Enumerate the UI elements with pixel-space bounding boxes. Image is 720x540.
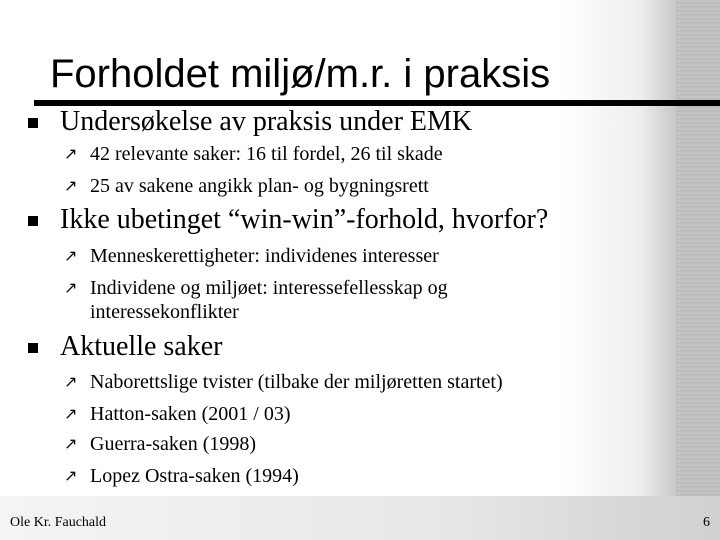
slide-title: Forholdet miljø/m.r. i praksis: [50, 52, 551, 96]
bullet-3-text: Aktuelle saker: [60, 331, 223, 362]
bullet-1-sub-2: 25 av sakene angikk plan- og bygningsrett: [90, 175, 429, 197]
bullet-3-sub-1: Naborettslige tvister (tilbake der miljøretten startet): [90, 371, 503, 393]
arrow-bullet-icon: ↗: [64, 278, 78, 297]
arrow-bullet-icon: ↗: [64, 372, 78, 391]
arrow-bullet-icon: ↗: [64, 246, 78, 265]
bullet-2-text: Ikke ubetinget “win-win”-forhold, hvorfor?: [60, 204, 549, 235]
bullet-1-sub-1: 42 relevante saker: 16 til fordel, 26 til skade: [90, 143, 443, 165]
bullet-3-sub-4: Lopez Ostra-saken (1994): [90, 465, 299, 487]
footer-author: Ole Kr. Fauchald: [10, 515, 107, 530]
bullet-2-sub-1: Menneskerettigheter: individenes interesser: [90, 245, 439, 267]
footer-bar: [0, 496, 720, 540]
arrow-bullet-icon: ↗: [64, 466, 78, 485]
square-bullet-icon: [28, 216, 38, 226]
bullet-3-sub-2: Hatton-saken (2001 / 03): [90, 403, 291, 425]
decorative-side-panel: [676, 0, 720, 540]
arrow-bullet-icon: ↗: [64, 144, 78, 163]
arrow-bullet-icon: ↗: [64, 404, 78, 423]
bullet-2-sub-2-continued: interessekonflikter: [90, 301, 239, 323]
bullet-2-sub-2: Individene og miljøet: interessefellesskap og: [90, 277, 448, 299]
page-number: 6: [703, 515, 710, 530]
square-bullet-icon: [28, 118, 38, 128]
square-bullet-icon: [28, 343, 38, 353]
arrow-bullet-icon: ↗: [64, 434, 78, 453]
arrow-bullet-icon: ↗: [64, 176, 78, 195]
bullet-1-text: Undersøkelse av praksis under EMK: [60, 106, 473, 137]
bullet-3-sub-3: Guerra-saken (1998): [90, 433, 257, 455]
